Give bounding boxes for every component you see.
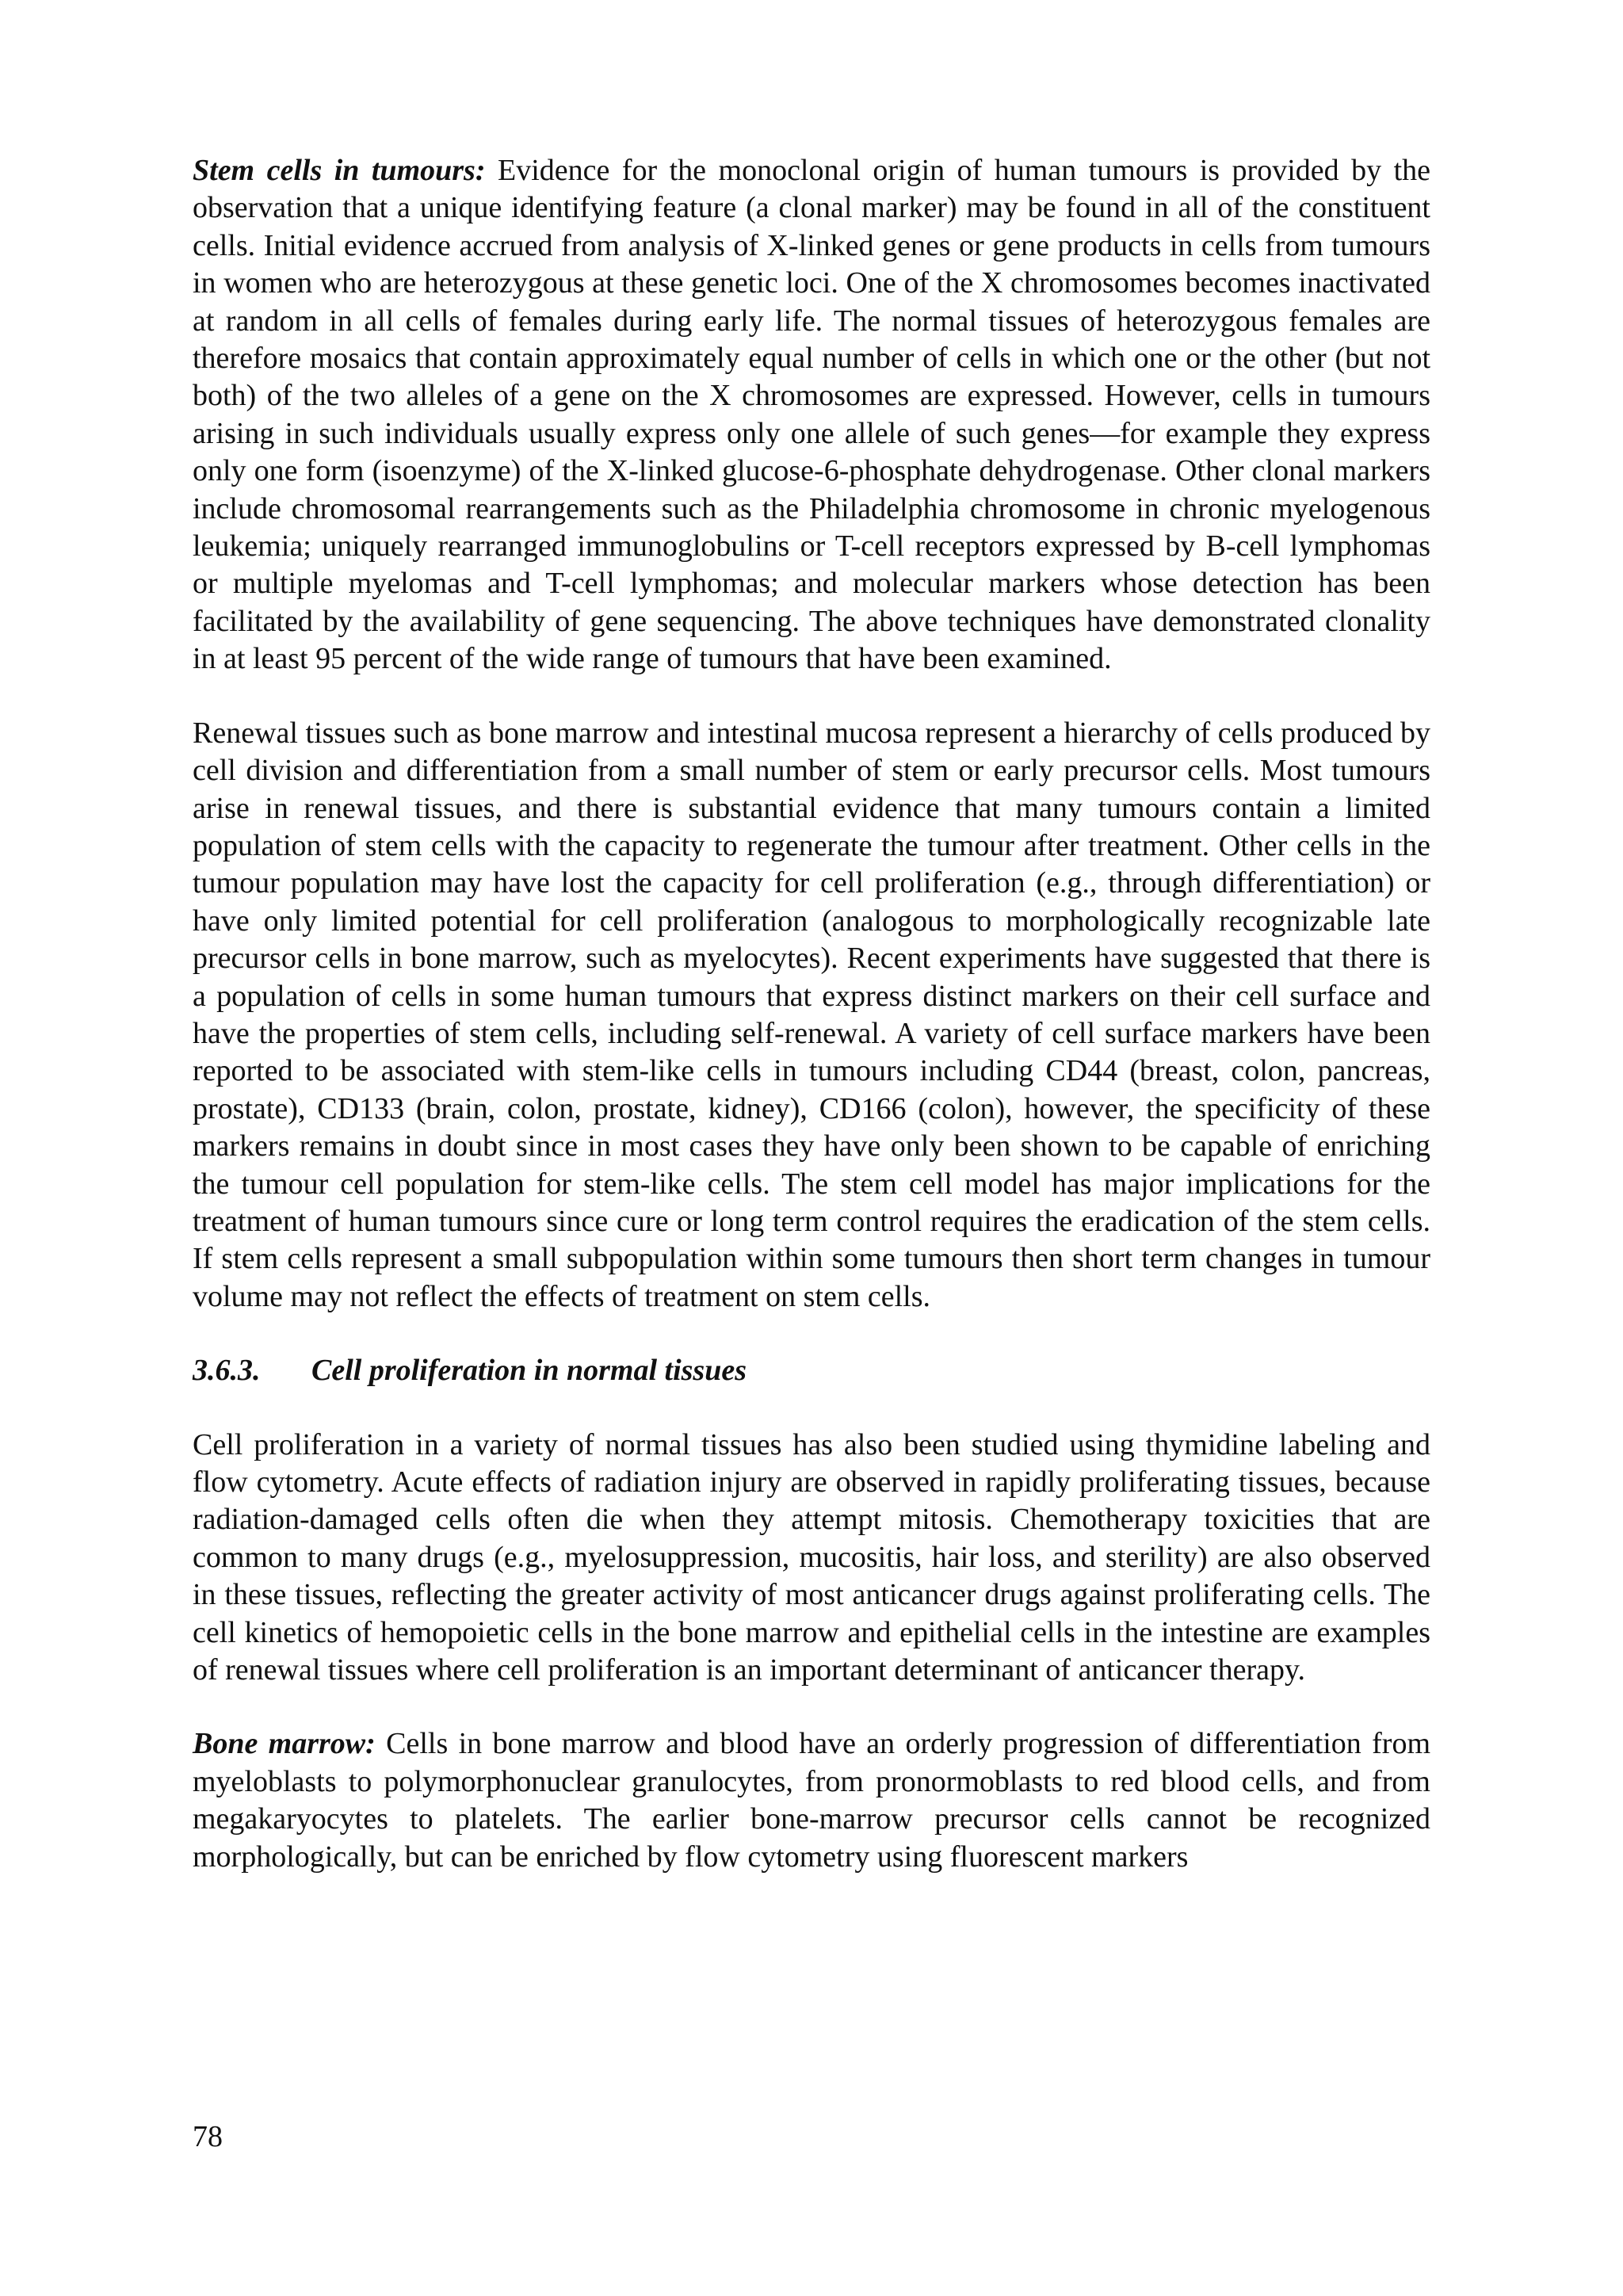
paragraph-text: Evidence for the monoclonal origin of human tumours is provided by the observation that a unique identifying feature (a clonal marker) may be found in all of the constituent cells. Initial evidence accrued from analysis of X-linked genes or gene products in cells from tumours in women who are heterozygous at these genetic loci. One of the X chromosomes becomes inactivated at random in all cells of females during early life. The normal tissues of heterozygous females are therefore mosaics that contain approximately equal number of cells in which one or the other (but not both) of the two alleles of a gene on the X chromosomes are expressed. However, cells in tumours arising in such individuals usually express only one allele of such genes—for example they express only one form (isoenzyme) of the X-linked glucose-6-phosphate dehydrogenase. Other clonal markers include chromosomal rearrangements such as the Philadelphia chromosome in chronic myelogenous leukemia; uniquely rearranged immunoglobulins or T-cell receptors expressed by B-cell lymphomas or multiple myelomas and T-cell lymphomas; and molecular markers whose detection has been facilitated by the availability of gene sequencing. The above techniques have demonstrated clonality in at least 95 percent of the wide range of tumours that have been examined. bbox=[193, 154, 1430, 676]
section-number: 3.6.3. bbox=[193, 1354, 261, 1388]
section-title: Cell proliferation in normal tissues bbox=[311, 1354, 747, 1388]
paragraph-text: Renewal tissues such as bone marrow and intestinal mucosa represent a hierarchy of cells produced by cell division and differentiation from a small number of stem or early precursor cells. Most tumours arise in renewal tissues, and there is substantial evidence that many tumours contain a limited population of stem cells with the capacity to regenerate the tumour after treatment. Other cells in the tumour population may have lost the capacity for cell proliferation (e.g., through differentiation) or have only limited potential for cell proliferation (analogous to morphologically recognizable late precursor cells in bone marrow, such as myelocytes). Recent experiments have suggested that there is a population of cells in some human tumours that express distinct markers on their cell surface and have the properties of stem cells, including self-renewal. A variety of cell surface markers have been reported to be associated with stem-like cells in tumours including CD44 (breast, colon, pancreas, prostate), CD133 (brain, colon, prostate, kidney), CD166 (colon), however, the specificity of these markers remains in doubt since in most cases they have only been shown to be capable of enriching the tumour cell population for stem-like cells. The stem cell model has major implications for the treatment of human tumours since cure or long term control requires the eradication of the stem cells. If stem cells represent a small subpopulation within some tumours then short term changes in tumour volume may not reflect the effects of treatment on stem cells. bbox=[193, 716, 1430, 1313]
paragraph-lead: Stem cells in tumours: bbox=[193, 154, 486, 187]
page-number: 78 bbox=[193, 2120, 223, 2153]
paragraph-lead: Bone marrow: bbox=[193, 1727, 376, 1761]
section-heading bbox=[193, 1352, 1430, 1389]
paragraph-text: Cells in bone marrow and blood have an orderly progression of differentiation from myeloblasts to polymorphonuclear granulocytes, from pronormoblasts to red blood cells, and from megakaryocytes to platelets. The earlier bone-marrow precursor cells cannot be recognized morphologically, but can be enriched by flow cytometry using fluorescent markers bbox=[193, 1727, 1430, 1874]
paragraph-text: Cell proliferation in a variety of normal tissues has also been studied using thymidine labeling and flow cytometry. Acute effects of radiation injury are observed in rapidly proliferating tissues, because radiation-damaged cells often die when they attempt mitosis. Chemotherapy toxicities that are common to many drugs (e.g., myelosuppression, mucositis, hair loss, and sterility) are also observed in these tissues, reflecting the greater activity of most anticancer drugs against proliferating cells. The cell kinetics of hemopoietic cells in the bone marrow and epithelial cells in the intestine are examples of renewal tissues where cell proliferation is an important determinant of anticancer therapy. bbox=[193, 1427, 1430, 1687]
paragraph-stem-cells-in-tumours bbox=[193, 152, 1430, 678]
paragraph-cell-proliferation bbox=[193, 1427, 1430, 1690]
paragraph-bone-marrow bbox=[193, 1725, 1430, 1876]
page-body bbox=[193, 152, 1430, 1912]
paragraph-renewal-tissues bbox=[193, 715, 1430, 1316]
